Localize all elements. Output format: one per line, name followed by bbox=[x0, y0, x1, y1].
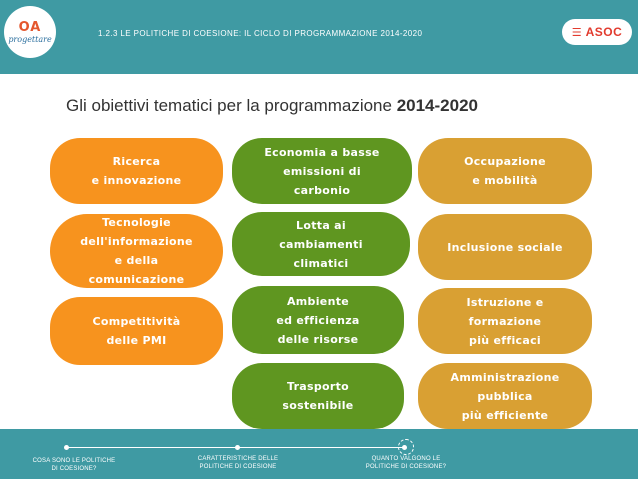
objective-public-admin bbox=[418, 363, 592, 429]
objective-ict bbox=[50, 214, 223, 288]
footer-step-dot[interactable] bbox=[402, 445, 407, 450]
footer-step-2[interactable]: CARATTERISTICHE DELLE POLITICHE DI COESIONE bbox=[197, 456, 279, 470]
objective-climate bbox=[232, 212, 410, 276]
asoc-icon: ☰ bbox=[571, 25, 582, 39]
objective-sme bbox=[50, 297, 223, 365]
footer-step-3[interactable]: QUANTO VALGONO LE POLITICHE DI COESIONE? bbox=[365, 456, 447, 470]
objective-label: Ambiente ed efficienza delle risorse bbox=[276, 294, 360, 346]
header-bar bbox=[0, 0, 638, 74]
objective-label: Tecnologie dell'informazione e della comunicazione bbox=[80, 216, 193, 286]
objective-transport bbox=[232, 363, 404, 429]
objective-research bbox=[50, 138, 223, 204]
objective-label: Trasporto sostenibile bbox=[282, 380, 354, 412]
logo-mark: OA bbox=[18, 19, 42, 35]
objective-label: Inclusione sociale bbox=[447, 240, 563, 254]
footer-step-1[interactable]: COSA SONO LE POLITICHE DI COESIONE? bbox=[32, 458, 116, 472]
asoc-logo-text: ASOC bbox=[585, 25, 623, 39]
asoc-logo bbox=[562, 19, 632, 45]
objective-label: Lotta ai cambiamenti climatici bbox=[279, 218, 363, 270]
objective-label: Istruzione e formazione più efficaci bbox=[466, 295, 544, 347]
objective-label: Amministrazione pubblica più efficiente bbox=[450, 370, 560, 422]
footer-step-dot[interactable] bbox=[235, 445, 240, 450]
page-title bbox=[66, 96, 478, 116]
objective-education bbox=[418, 288, 592, 354]
page-title-bold: 2014-2020 bbox=[396, 96, 478, 115]
objective-label: Ricerca e innovazione bbox=[91, 155, 182, 187]
objective-label: Occupazione e mobilità bbox=[464, 155, 546, 187]
progettare-logo bbox=[4, 6, 56, 58]
header-title: 1.2.3 LE POLITICHE DI COESIONE: IL CICLO DI PROGRAMMAZIONE 2014-2020 bbox=[98, 29, 423, 38]
footer-step-dot[interactable] bbox=[64, 445, 69, 450]
objective-label: Economia a basse emissioni di carbonio bbox=[264, 145, 380, 197]
objective-label: Competitività delle PMI bbox=[92, 315, 181, 347]
objective-employment bbox=[418, 138, 592, 204]
objective-environment bbox=[232, 286, 404, 354]
objective-low-carbon bbox=[232, 138, 412, 204]
page-title-prefix: Gli obiettivi tematici per la programmazione bbox=[66, 96, 397, 115]
logo-text: progettare bbox=[8, 34, 52, 44]
objective-social-inclusion bbox=[418, 214, 592, 280]
